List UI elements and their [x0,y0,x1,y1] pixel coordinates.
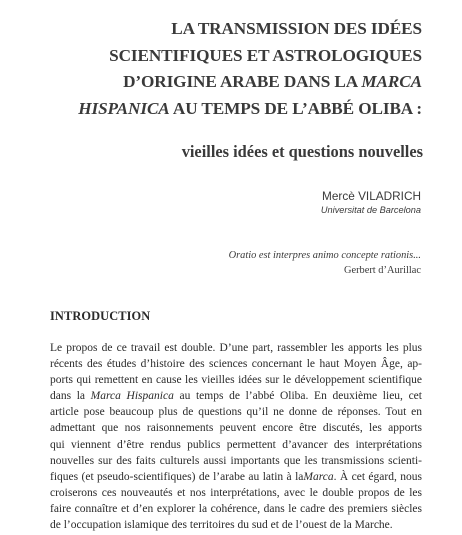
title-text: D’ORIGINE ARABE DANS LA [123,72,362,91]
body-text: au temps de l’abbé Oliba. En deuxième lieu, cet [173,390,422,403]
epigraph-attribution: Gerbert d’Aurillac [343,265,421,276]
body-line: ports qui remettent en cause les vieilles idées sur le développement scientifique [50,374,422,387]
title-line: LA TRANSMISSION DES IDÉES [171,19,422,38]
title-line: SCIENTIFIQUES ET ASTROLOGIQUES [109,45,422,65]
body-line [50,469,422,485]
body-line: article pose beaucoup plus de questions qu’il ne donne de réponses. Tout en [50,406,422,419]
epigraph-quote: Oratio est interpres animo concepte rationis... [228,250,421,261]
title-line [50,69,422,96]
body-text: dans la [50,390,91,403]
body-line: nouvelles sur des faits culturels aussi importants que les transmissions scienti- [50,454,422,467]
body-line: admettant que nos raisonnements peuvent encore être discutés, les apports [50,422,422,435]
author-name [321,189,421,204]
body-line: faire connaître et d’en explorer la cohérence, dans le cadre des premiers siècles [50,502,422,515]
body-line: croiserons ces nouveautés et nos interprétations, avec le double propos de les [50,486,422,499]
body-line: récents des études d’histoire des sciences concernant le haut Moyen Âge, ap- [50,358,422,371]
body-text: . À cet égard, nous [333,470,422,483]
author-last-name: VILADRICH [358,189,421,203]
body-line: qui viennent d’être rendus publics permettent d’avancer des interprétations [50,438,422,451]
body-italic: Marca Hispanica [90,390,174,403]
article-subtitle: vieilles idées et questions nouvelles [181,142,423,161]
body-line: Le propos de ce travail est double. D’une part, rassembler les apports les plus [50,342,422,354]
section-heading: INTRODUCTION [50,309,151,323]
body-line: de l’occupation islamique des territoires du sud et de l’ouest de la Marche. [50,519,393,532]
epigraph [229,248,421,278]
title-line [50,96,422,123]
body-text: fiques (et pseudo-scientifiques) de l’arabe au latin à la [50,470,304,483]
title-italic: HISPANICA [78,98,170,118]
body-paragraph [50,340,422,533]
author-first-name: Mercè [322,189,359,203]
author-affiliation: Universitat de Barcelona [320,205,421,215]
author-block [321,189,421,216]
title-italic: MARCA [361,72,422,91]
article-title [50,16,422,122]
body-italic: Marca [303,470,334,483]
title-text: AU TEMPS DE L’ABBÉ OLIBA : [169,98,422,118]
body-line [50,388,422,404]
